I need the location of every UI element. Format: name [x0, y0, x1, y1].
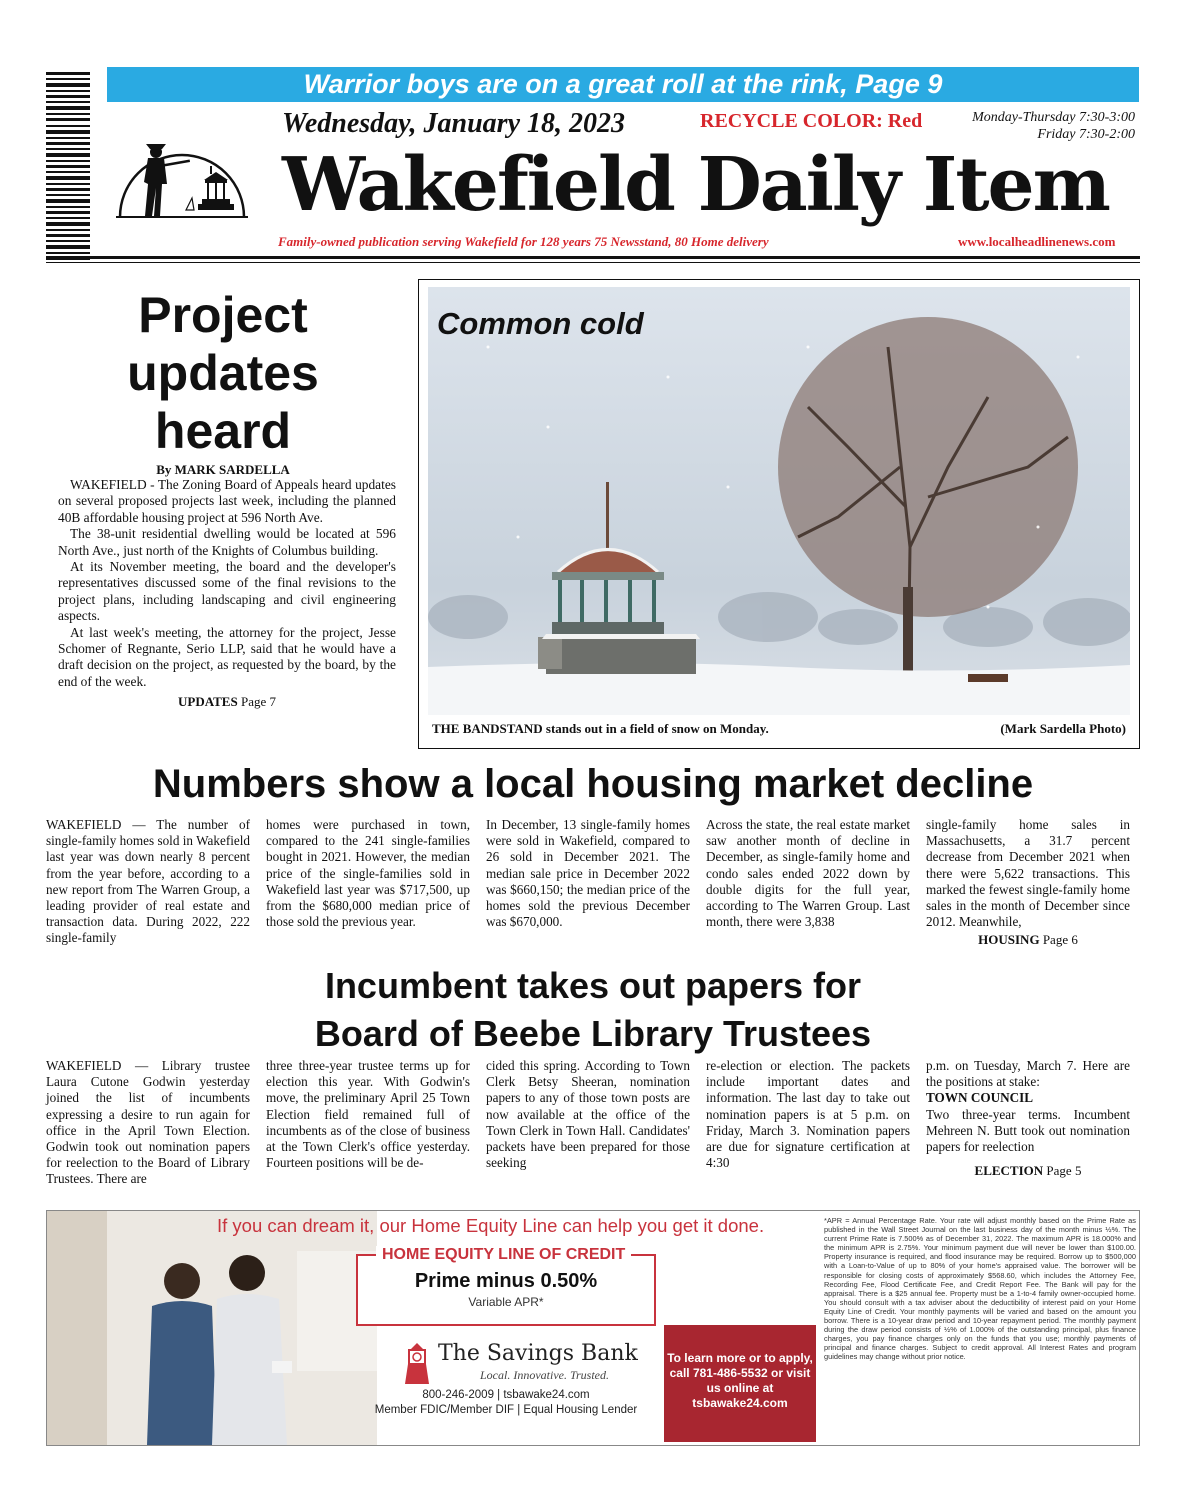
town-council-heading: TOWN COUNCIL: [926, 1090, 1034, 1106]
minuteman-logo: [112, 122, 252, 242]
lead-byline: By MARK SARDELLA: [156, 462, 290, 477]
bank-contact: [356, 1388, 656, 1418]
bank-phone-web[interactable]: 800-246-2009 | tsbawake24.com: [422, 1389, 590, 1401]
recycle-color: RECYCLE COLOR: Red: [700, 110, 923, 132]
bank-tagline: Local. Innovative. Trusted.: [480, 1368, 609, 1382]
housing-column: In December, 13 single-family homes were sold in Wakefield, compared to 26 sold in December 2021. The median sale price in December 2022 was $660,150; the median price of the homes sold the previous December was $670,000.: [486, 817, 690, 930]
heloc-offer: [356, 1246, 656, 1326]
town-council-text: Two three-year terms. Incumbent Mehreen N. Butt took out nomination papers for reelection: [926, 1106, 1130, 1155]
library-column: re-election or election. The packets include important dates and information. The last day to take out nomination papers is at 5 p.m. on Friday, March 3. Nomination papers are due for signature certification at 4:30: [706, 1058, 910, 1171]
bank-member: Member FDIC/Member DIF | Equal Housing Lender: [374, 1404, 638, 1416]
housing-jump-page: Page 6: [1042, 932, 1078, 948]
lead-paragraph: WAKEFIELD - The Zoning Board of Appeals heard updates on several proposed projects last week, including the planned 40B affordable housing project at 596 North Ave.: [58, 477, 396, 525]
lead-jump-page: Page 7: [240, 694, 276, 710]
couple-photo: [47, 1211, 377, 1445]
apply-cta[interactable]: To learn more or to apply, call 781-486-5532 or visit us online at tsbawake24.com: [664, 1325, 816, 1442]
heloc-rate: Prime minus 0.50%: [414, 1270, 598, 1292]
hours-friday: Friday 7:30-2:00: [1037, 127, 1135, 142]
nameplate: Wakefield Daily Item: [282, 142, 1109, 228]
bank-name: The Savings Bank: [438, 1341, 638, 1366]
lead-headline[interactable]: Project updates heard: [127, 287, 319, 459]
library-column: cided this spring. According to Town Clerk Betsy Sheeran, nomination papers to any of those town posts are now available at the office of the Town Clerk in Town Hall. Candidates' packets have been prepared for those seeking: [486, 1058, 690, 1171]
library-column: three three-year trustee terms up for election this year. With Godwin's move, the preliminary April 25 Town Election field remained full of incumbents as of the close of business at the Town Clerk's office yesterday. Fourteen positions will be de-: [266, 1058, 470, 1171]
housing-headline[interactable]: Numbers show a local housing market decline: [152, 762, 1034, 806]
library-column: [926, 1058, 1130, 1188]
library-column-text: p.m. on Tuesday, March 7. Here are the positions at stake:: [926, 1058, 1130, 1090]
housing-column: homes were purchased in town, compared to the 241 single-families bought in 2021. However, the median price of the single-families sold in Wakefield last year was $717,500, up from the $680,000 median price of those sold the previous year.: [266, 817, 470, 930]
library-jump-page: Page 5: [1046, 1163, 1082, 1179]
caption-text: THE BANDSTAND stands out in a field of snow on Monday.: [432, 721, 769, 736]
ad-headline: If you can dream it, our Home Equity Line can help you get it done.: [217, 1215, 765, 1236]
issue-date: Wednesday, January 18, 2023: [282, 108, 625, 139]
photo-credit: (Mark Sardella Photo): [1000, 721, 1126, 736]
library-headline-line-1: Incumbent takes out papers for: [324, 965, 862, 1006]
ad-fine-print: *APR = Annual Percentage Rate. Your rate will adjust monthly based on the Prime Rate as published in the Wall Street Journal on the last business day of the month minus ½%. The current Prime Rate is 7.500% as of December 31, 2022. The maximum APR is 18.000% and the minimum APR is 2.75%. Your minimum payment due will never be lower than $100.00. Property insurance is required, and flood insurance may be required. Borrow up to $500,000 with a Loan-to-Value of up to 80% of your home's appraised value. The borrower will be responsible for closing costs of approximately $568.60, which includes the Attorney Fee, Recording Fee, Flood Certificate Fee, and Credit Report Fee. The Bank will pay for the appraisal. There is a $25 annual fee. Property must be a 1-to-4 family owner-occupied home. You should consult with a tax adviser about the deductibility of interest paid on your Home Equity Line of Credit. Your monthly payments will be varied and based on the amount you borrow. There is a 10-year draw period and 10-year repayment period. The monthly payment during the draw period consists of ½% of 1.000% of the outstanding principal, plus finance charges, you pay finance charges only on the funds that you use; monthly payments of principal and finance charges. Subject to credit approval. All Interest Rates and program guidelines may change without prior notice.: [824, 1216, 1136, 1362]
housing-column: WAKEFIELD — The number of single-family homes sold in Wakefield last year was down nearly 8 percent from the year before, according to a new report from The Warren Group, a leading provider of real estate and transaction data. During 2022, 222 single-family: [46, 817, 250, 946]
housing-column-text: single-family home sales in Massachusetts, a 31.7 percent decrease from December 2021 when there were 5,622 transactions. This marked the fewest single-family home sales in the month of December since 2012. Meanwhile,: [926, 817, 1130, 930]
lead-body: [58, 477, 396, 711]
tagline: Family-owned publication serving Wakefield for 128 years 75 Newsstand, 80 Home delivery: [278, 234, 769, 249]
housing-jump[interactable]: [926, 932, 1130, 948]
library-jump-label: ELECTION: [974, 1163, 1044, 1179]
masthead-rule-thin: [46, 262, 1140, 263]
bandstand-photo[interactable]: [428, 287, 1130, 715]
housing-column: Across the state, the real estate market saw another month of decline in December, as single-family home and condo sales ended 2022 down by double digits for the full year, according to The Warren Group. Last month, there were 3,838: [706, 817, 910, 930]
library-body: [46, 1058, 1140, 1188]
office-hours: [960, 109, 1135, 143]
website-link[interactable]: www.localheadlinenews.com: [958, 234, 1116, 249]
housing-body: [46, 817, 1140, 949]
library-headline-line-2: Board of Beebe Library Trustees: [314, 1013, 872, 1054]
masthead-rule: [46, 256, 1140, 259]
lead-jump-label: UPDATES: [178, 694, 238, 710]
lead-paragraph: The 38-unit residential dwelling would be located at 596 North Ave., just north of the Knights of Columbus building.: [58, 526, 396, 558]
library-column: WAKEFIELD — Library trustee Laura Cutone Godwin yesterday joined the list of incumbents expressing a desire to run again for office in the April Town Election. Godwin took out nomination papers for reelection to the Board of Library Trustees. There are: [46, 1058, 250, 1187]
photo-caption: [432, 721, 1126, 737]
lighthouse-icon: [400, 1340, 434, 1388]
promo-banner[interactable]: Warrior boys are on a great roll at the rink, Page 9: [107, 67, 1139, 102]
heloc-apr: Variable APR*: [468, 1295, 544, 1309]
lead-jump[interactable]: [58, 694, 396, 710]
housing-column: [926, 817, 1130, 949]
lead-paragraph: At its November meeting, the board and the developer's representatives discussed some of the final revisions to the project plans, including landscaping and civil engineering aspects.: [58, 559, 396, 624]
housing-jump-label: HOUSING: [978, 932, 1040, 948]
library-headline[interactable]: [46, 962, 1140, 1058]
photo-title: Common cold: [437, 306, 644, 341]
library-jump[interactable]: [926, 1163, 1130, 1179]
lead-paragraph: At last week's meeting, the attorney for the project, Jesse Schomer of Regnante, Serio LLP, said that he would have a draft decision on the project, as requested by the board, by the end of the week.: [58, 624, 396, 689]
barcode: [46, 70, 96, 266]
hours-weekdays: Monday-Thursday 7:30-3:00: [972, 110, 1135, 125]
heloc-title: HOME EQUITY LINE OF CREDIT: [376, 1246, 631, 1264]
